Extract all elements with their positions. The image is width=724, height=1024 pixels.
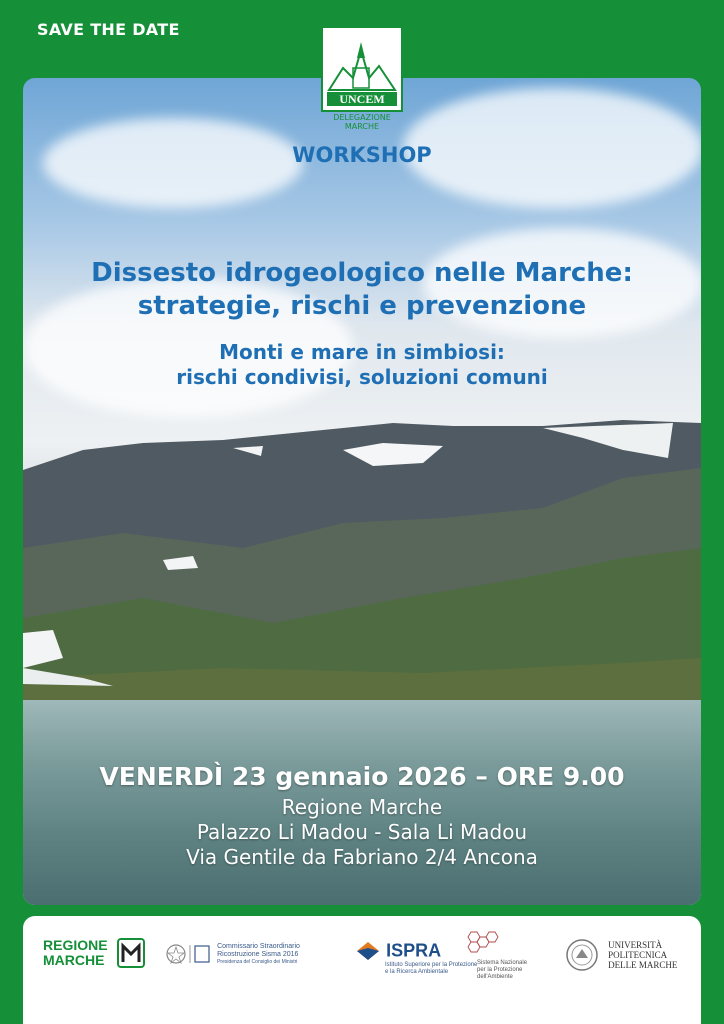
snpa-line: Sistema Nazionale: [477, 960, 528, 966]
snpa-line: dell'Ambiente: [477, 974, 513, 980]
ispra-line: Istituto Superiore per la Protezione: [385, 962, 478, 968]
subtitle-line: rischi condivisi, soluzioni comuni: [176, 365, 548, 389]
venue-line: Regione Marche: [281, 795, 443, 819]
uncem-delegation: [318, 113, 406, 131]
univpm-seal-icon: [565, 938, 599, 972]
regione-marche-logo: [43, 938, 145, 968]
delegation-line: DELEGAZIONE: [333, 113, 391, 122]
title-line: Dissesto idrogeologico nelle Marche:: [91, 258, 633, 288]
uncem-name: UNCEM: [339, 92, 385, 106]
snpa-logo: [463, 930, 527, 981]
regione-marche-emblem-icon: [117, 938, 145, 968]
event-datetime: VENERDÌ 23 gennaio 2026 – ORE 9.00: [99, 762, 625, 791]
venue-line: Via Gentile da Fabriano 2/4 Ancona: [186, 845, 538, 869]
univpm-line: DELLE MARCHE: [608, 960, 678, 970]
commissario-line: Commissario Straordinario: [217, 943, 300, 950]
regione-line: MARCHE: [43, 952, 105, 968]
commissario-line: Ricostruzione Sisma 2016: [217, 951, 299, 958]
commissario-line: Presidenza del Consiglio dei Ministri: [217, 959, 298, 965]
title-line: strategie, rischi e prevenzione: [137, 291, 587, 321]
event-subtitle: [0, 340, 724, 390]
snpa-line: per la Protezione: [477, 967, 523, 973]
subtitle-line: Monti e mare in simbiosi:: [219, 340, 505, 364]
venue-line: Palazzo Li Madou - Sala Li Madou: [196, 820, 528, 844]
ispra-logo: [355, 940, 477, 976]
delegation-line: MARCHE: [344, 122, 380, 131]
italian-republic-emblem-icon: [166, 942, 210, 966]
snpa-hexagon-icon: [463, 930, 507, 956]
save-the-date-label: SAVE THE DATE: [37, 20, 180, 39]
event-venue: [0, 795, 724, 870]
univpm-line: UNIVERSITÀ: [608, 940, 663, 950]
univpm-logo: [565, 938, 677, 972]
uncem-emblem-icon: [323, 28, 401, 110]
univpm-line: POLITECNICA: [608, 950, 668, 960]
uncem-logo: [321, 26, 403, 112]
partner-logos-bar: [23, 916, 701, 1024]
ispra-emblem-icon: [355, 940, 381, 962]
ispra-line: e la Ricerca Ambientale: [385, 969, 449, 975]
commissario-logo: [166, 942, 300, 966]
regione-line: REGIONE: [43, 937, 108, 953]
event-title: [0, 257, 724, 323]
event-type: WORKSHOP: [292, 143, 432, 167]
ispra-name: ISPRA: [386, 940, 442, 961]
